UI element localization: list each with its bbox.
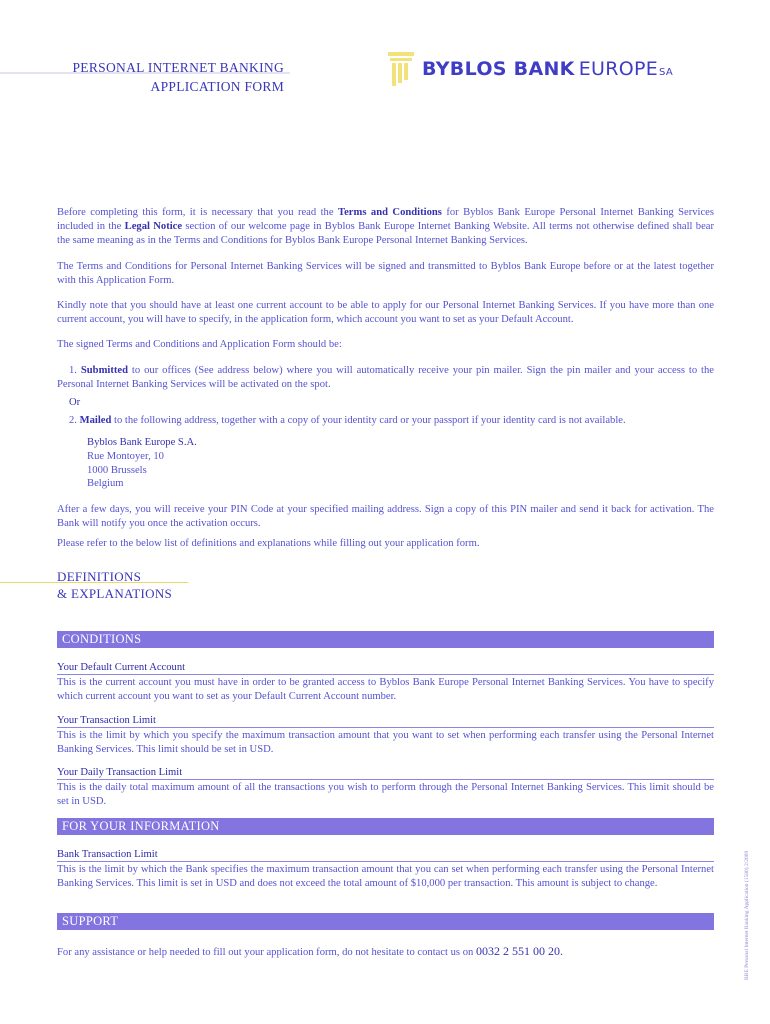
option-submitted: 1. Submitted to our offices (See address below) where you will automatically receive your pin mailer. Sign the pin mailer and your access to the Personal Internet Banking Services will be activated on the spot. — [57, 364, 714, 390]
support-phone: 0032 2 551 00 20. — [475, 944, 563, 958]
address-line: Belgium — [87, 478, 124, 490]
section-support-header: SUPPORT — [57, 913, 714, 930]
logo-light-text: EUROPE — [578, 58, 659, 80]
definition-transaction-limit — [57, 714, 714, 756]
address-line: 1000 Brussels — [87, 464, 147, 476]
terms-and-conditions-ref: Terms and Conditions — [338, 207, 442, 218]
intro-paragraph-6: Please refer to the below list of definitions and explanations while filling out your application form. — [57, 538, 480, 550]
definition-term: Your Default Current Account — [57, 661, 714, 675]
definition-text: This is the current account you must have in order to be granted access to Byblos Bank Europe Personal Internet Banking Services. You have to specify which current account you want to set as your Default Current Account number. — [57, 677, 714, 702]
address-line: Byblos Bank Europe S.A. — [87, 437, 197, 449]
bank-logo — [388, 52, 673, 86]
logo-suffix: SA — [659, 67, 674, 78]
mailing-address — [87, 436, 714, 490]
intro-paragraph-5: After a few days, you will receive your PIN Code at your specified mailing address. Sign a copy of this PIN mailer and send it back for activation. The Bank will notify you once the activation occurs. — [57, 503, 714, 530]
intro-paragraph-2: The Terms and Conditions for Personal Internet Banking Services will be signed and transmitted to Byblos Bank Europe before or at the latest together with this Application Form. — [57, 260, 714, 286]
column-pillar-icon — [388, 52, 414, 86]
address-line: Rue Montoyer, 10 — [87, 451, 164, 463]
intro-paragraph-1: Before completing this form, it is necessary that you read the Terms and Conditions for Byblos Bank Europe Personal Internet Banking Services included in the Legal Notice section of our welcome page in Byblos Bank Europe Internet Banking Website. All terms not otherwise defined shall bear the same meaning as in the Terms and Conditions for Byblos Bank Europe Personal Internet Banking Services. — [57, 207, 715, 247]
title-line-2: APPLICATION FORM — [150, 79, 284, 94]
definitions-heading: DEFINITIONS & EXPLANATIONS — [57, 569, 173, 601]
legal-notice-ref: Legal Notice — [124, 221, 183, 233]
definition-term: Your Transaction Limit — [57, 714, 714, 728]
definition-default-current-account — [57, 661, 714, 703]
title-line-1: PERSONAL INTERNET BANKING — [72, 60, 284, 75]
intro-paragraph-3: Kindly note that you should have at least one current account to be able to apply for our Personal Internet Banking Services. If you have more than one current account, you will have to specify, in the application form, which account you want to set as your Default Account. — [57, 300, 714, 326]
form-reference-note: BBE Personal Internet Banking Application (1580) 2/2009 — [744, 850, 750, 980]
definition-term: Bank Transaction Limit — [57, 848, 714, 862]
definition-text: This is the daily total maximum amount of all the transactions you wish to perform through the Personal Internet Banking Services. This limit should be set in USD. — [57, 782, 714, 807]
option-mailed: 2. Mailed to the following address, together with a copy of your identity card or your passport if your identity card is not available. — [69, 415, 626, 427]
intro-content — [57, 206, 714, 562]
support-text: For any assistance or help needed to fill out your application form, do not hesitate to contact us on 0032 2 551 00 20. — [57, 944, 563, 958]
section-info-header: FOR YOUR INFORMATION — [57, 818, 714, 835]
document-title — [0, 58, 284, 96]
definition-bank-transaction-limit — [57, 848, 714, 890]
logo-bold-text: BYBLOS BANK — [422, 58, 575, 80]
or-label: Or — [69, 397, 81, 409]
intro-paragraph-4: The signed Terms and Conditions and Application Form should be: — [57, 339, 342, 351]
section-conditions-header: CONDITIONS — [57, 631, 714, 648]
definition-daily-transaction-limit — [57, 766, 714, 808]
definition-term: Your Daily Transaction Limit — [57, 766, 714, 780]
definition-text: This is the limit by which the Bank specifies the maximum transaction amount that you can set when performing each transfer using the Personal Internet Banking Services. This limit is set in USD and does not exceed the total amount of $10,000 per transaction. This amount is subject to change. — [57, 864, 714, 889]
definition-text: This is the limit by which you specify the maximum transaction amount that you want to set when performing each transfer using the Personal Internet Banking Services. This limit should be set in USD. — [57, 730, 714, 755]
